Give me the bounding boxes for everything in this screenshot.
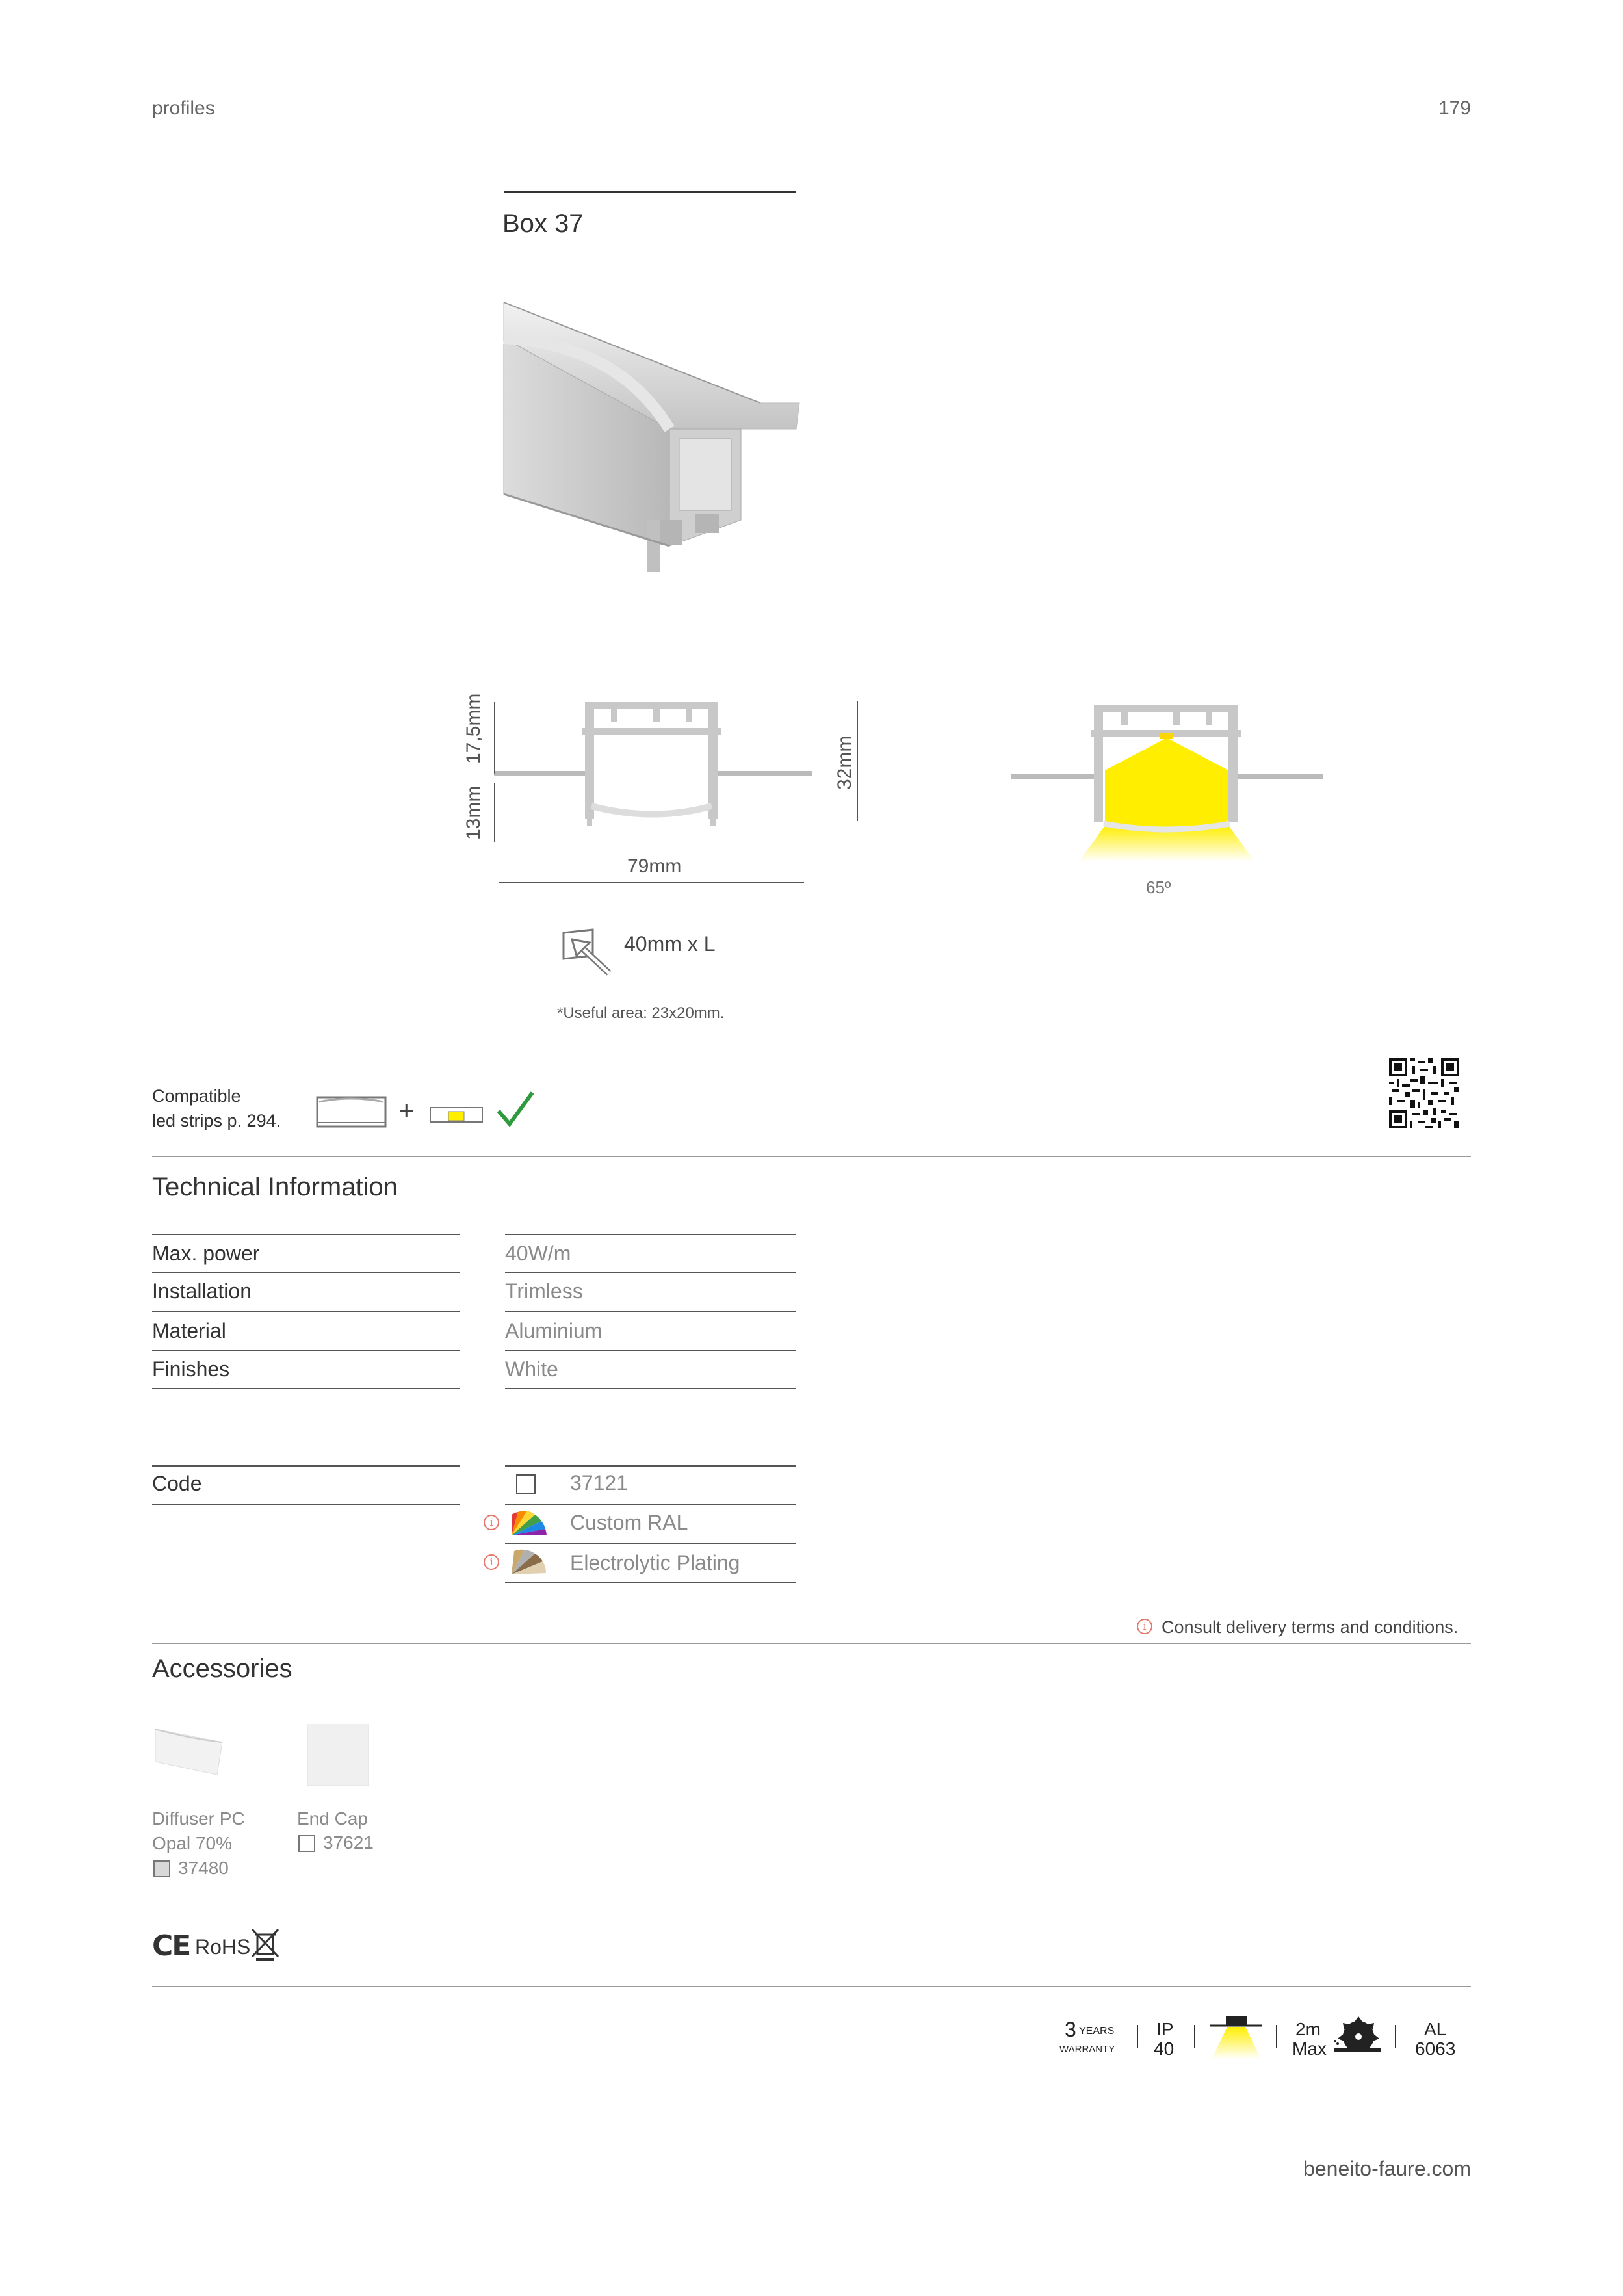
weee-bin-icon xyxy=(251,1928,279,1962)
accessory-endcap-line1: End Cap xyxy=(297,1808,368,1829)
ip-label: IP xyxy=(1156,2019,1174,2039)
useful-area-note: *Useful area: 23x20mm. xyxy=(557,1004,725,1022)
code-rule-2 xyxy=(505,1543,796,1544)
warranty-years: YEARS xyxy=(1079,2026,1115,2037)
recessed-light-icon xyxy=(1209,2015,1264,2061)
endcap-swatch-checkbox[interactable] xyxy=(298,1835,315,1852)
rohs-label: RoHS xyxy=(195,1935,251,1959)
dim-height-bottom: 13mm xyxy=(463,785,484,840)
tech-rule-right-2 xyxy=(505,1311,796,1312)
info-icon[interactable]: i xyxy=(1137,1619,1152,1634)
tech-rule-left-2 xyxy=(152,1311,460,1312)
code-37121: 37121 xyxy=(570,1471,628,1494)
tech-rule-right-0 xyxy=(505,1234,796,1235)
dim-line-bottom xyxy=(494,783,495,842)
divider-specs xyxy=(152,1986,1471,1987)
code-electrolytic-plating: Electrolytic Plating xyxy=(570,1551,740,1574)
depth-arrow-icon xyxy=(560,926,616,978)
spec-separator xyxy=(1137,2025,1138,2048)
tech-rule-left-0 xyxy=(152,1234,460,1235)
alloy-value: 6063 xyxy=(1415,2039,1456,2059)
tech-rule-left-4 xyxy=(152,1388,460,1389)
compatible-line2: led strips p. 294. xyxy=(152,1111,281,1130)
tech-rule-left-1 xyxy=(152,1272,460,1273)
spec-separator xyxy=(1276,2025,1277,2048)
code-rule-left-bottom xyxy=(152,1504,460,1505)
tech-label-installation: Installation xyxy=(152,1279,252,1303)
page-number: 179 xyxy=(1438,98,1471,119)
tech-label-max-power: Max. power xyxy=(152,1242,260,1265)
plus-sign: + xyxy=(398,1095,415,1125)
tech-value-installation: Trimless xyxy=(505,1279,583,1303)
ral-color-fan-icon xyxy=(505,1508,551,1537)
section-label: profiles xyxy=(152,98,215,119)
code-rule-3 xyxy=(505,1582,796,1583)
beam-angle: 65º xyxy=(1146,878,1171,897)
light-beam-drawing xyxy=(1007,699,1326,868)
delivery-note: Consult delivery terms and conditions. xyxy=(1162,1617,1459,1637)
warranty-label: WARRANTY xyxy=(1059,2044,1115,2055)
tech-label-material: Material xyxy=(152,1319,226,1342)
code-label: Code xyxy=(152,1472,202,1495)
dim-total-height: 32mm xyxy=(834,735,855,790)
tech-rule-right-4 xyxy=(505,1388,796,1389)
led-strip-icon xyxy=(429,1105,484,1125)
saw-cut-icon xyxy=(1332,2014,1382,2059)
qr-code-icon[interactable] xyxy=(1389,1058,1459,1128)
dim-line-total xyxy=(857,701,858,821)
tech-value-max-power: 40W/m xyxy=(505,1242,571,1265)
max-length: 2m xyxy=(1295,2019,1321,2039)
ce-mark: CE xyxy=(152,1929,190,1963)
accessory-diffuser-code: 37480 xyxy=(178,1858,229,1878)
plating-fan-icon xyxy=(505,1547,551,1576)
dim-width: 79mm xyxy=(627,855,682,877)
accessories-title: Accessories xyxy=(152,1654,292,1683)
check-icon xyxy=(495,1089,536,1129)
code-rule-1 xyxy=(505,1504,796,1505)
code-rule-right-top xyxy=(505,1465,796,1467)
tech-rule-right-1 xyxy=(505,1272,796,1273)
product-title: Box 37 xyxy=(502,209,584,238)
end-cap-image xyxy=(305,1723,370,1788)
alloy-label: AL xyxy=(1424,2019,1447,2039)
ip-value: 40 xyxy=(1154,2039,1175,2059)
tech-label-finishes: Finishes xyxy=(152,1357,230,1381)
accessory-endcap-code: 37621 xyxy=(323,1833,374,1853)
compatible-line1: Compatible xyxy=(152,1086,241,1106)
diffuser-image xyxy=(152,1723,225,1781)
diffuser-swatch-checkbox[interactable] xyxy=(153,1860,170,1877)
tech-value-material: Aluminium xyxy=(505,1319,603,1342)
accessory-diffuser-line2: Opal 70% xyxy=(152,1833,232,1853)
dim-height-top: 17,5mm xyxy=(463,693,484,764)
spec-separator xyxy=(1395,2025,1396,2048)
technical-title: Technical Information xyxy=(152,1173,398,1201)
code-checkbox-37121[interactable] xyxy=(516,1474,536,1494)
tech-rule-right-3 xyxy=(505,1350,796,1351)
profile-mini-icon xyxy=(314,1094,389,1130)
dim-line-width xyxy=(499,882,804,883)
info-icon[interactable]: i xyxy=(484,1515,499,1530)
tech-rule-left-3 xyxy=(152,1350,460,1351)
info-icon[interactable]: i xyxy=(484,1554,499,1570)
depth-label: 40mm x L xyxy=(624,932,716,956)
title-rule xyxy=(504,191,796,193)
code-rule-left-top xyxy=(152,1465,460,1467)
dim-line-top xyxy=(494,702,495,774)
footer-website-link[interactable]: beneito-faure.com xyxy=(1303,2157,1471,2180)
divider-accessories xyxy=(152,1643,1471,1644)
cross-section-drawing xyxy=(491,689,816,884)
tech-value-finishes: White xyxy=(505,1357,558,1381)
spec-separator xyxy=(1194,2025,1195,2048)
divider-compatible xyxy=(152,1156,1471,1157)
warranty-number: 3 xyxy=(1065,2018,1076,2041)
code-custom-ral: Custom RAL xyxy=(570,1511,688,1534)
profile-render-image xyxy=(500,299,806,598)
max-label: Max xyxy=(1292,2039,1327,2059)
accessory-diffuser-line1: Diffuser PC xyxy=(152,1808,245,1829)
